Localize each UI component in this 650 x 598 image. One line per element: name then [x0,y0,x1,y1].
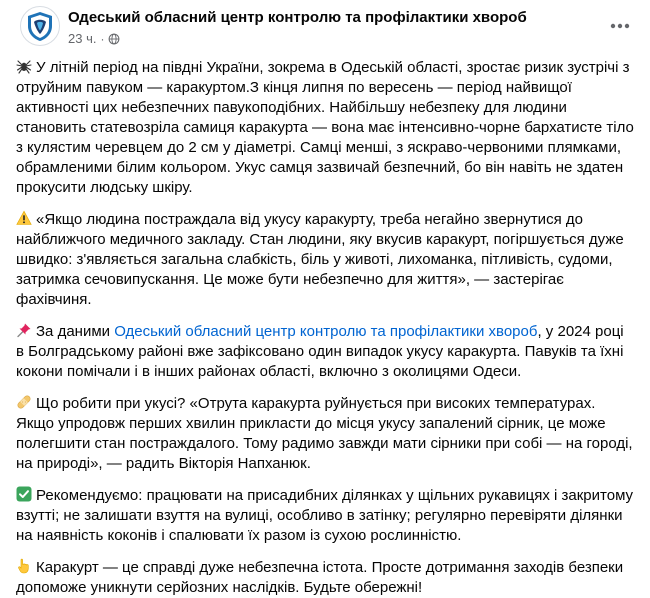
warning-icon [16,210,32,226]
post-header [12,0,638,56]
more-options-button[interactable] [604,10,636,42]
meta-separator: · [100,31,105,46]
post-paragraph-pushpin [16,322,634,382]
pushpin-icon [16,322,32,338]
paragraph-text: Що робити при укусі? «Отрута каракурта руйнується при високих температурах. Якщо упродовж перших хвилин прикласти до місця укусу запалений сірник, це може полегшити стан постраждалого. Тому радимо завжди мати сірники при собі — на городі, на природі», — радить Вікторія Напханюк. [16,395,633,472]
paragraph-text: У літній період на півдні України, зокрема в Одеській області, зростає ризик зустрічі з отруйним павуком — каракуртом.З кінця липня по вересень — період найвищої активності цих небезпечних павукоподібних. Найбільшу небезпеку для людини становить статевозріла самиця каракурта — вона має інтенсивно-чорне бархатисте тіло з кулястим черевцем до 2 см у діаметрі. Самці менші, з яскраво-червоними плямками, обрамленими білим кольором. Укус самця зазвичай безпечний, бо він навіть не здатен прокусити людську шкіру. [16,59,634,196]
post-time[interactable]: 23 ч. [68,31,97,46]
org-logo-icon [24,10,56,42]
post-paragraph-warning [16,210,634,310]
paragraph-text: «Якщо людина постраждала від укусу каракурту, треба негайно звернутися до найближчого медичного закладу. Стан людини, яку вкусив каракурт, погіршується дуже швидко: з'являється загальна слабкість, біль у животі, лихоманка, пітливість, судоми, затримка сечовипускання. Це може бути небезпечно для життя», — застерігає фахівчиня. [16,211,624,308]
page-mention-link[interactable]: Одеський обласний центр контролю та профілактики хвороб [114,323,538,340]
pointing-hand-icon [16,558,32,574]
post-meta [68,31,120,46]
page-name[interactable]: Одеський обласний центр контролю та профілактики хвороб [68,9,527,26]
page-avatar[interactable] [20,6,60,46]
post-paragraph-bandage [16,394,634,474]
paragraph-text: Каракурт — це справді дуже небезпечна істота. Просте дотримання заходів безпеки допоможе уникнути серйозних наслідків. Будьте обережні! [16,559,624,596]
more-horizontal-icon [610,23,630,29]
paragraph-text-start: За даними [36,323,115,340]
bandage-icon [16,394,32,410]
post-paragraph-spider [16,58,634,198]
post-body [12,56,638,598]
post-paragraph-check [16,486,634,546]
globe-icon[interactable] [108,33,120,45]
check-mark-icon [16,486,32,502]
paragraph-text-end: , у 2024 році в Болградському районі вже зафіксовано один випадок укусу каракурта. Павуків та їхні кокони помічали і в інших районах області, включно з околицями Одеси. [16,323,624,380]
spider-icon [16,58,32,74]
paragraph-text: Рекомендуємо: працювати на присадибних ділянках у щільних рукавицях і закритому взутті; не залишати взуття на вулиці, особливо в затінку; регулярно перевіряти ділянки на наявність коконів і спалювати їх разом із сухою рослинністю. [16,487,634,544]
post-paragraph-pointing [16,558,634,598]
